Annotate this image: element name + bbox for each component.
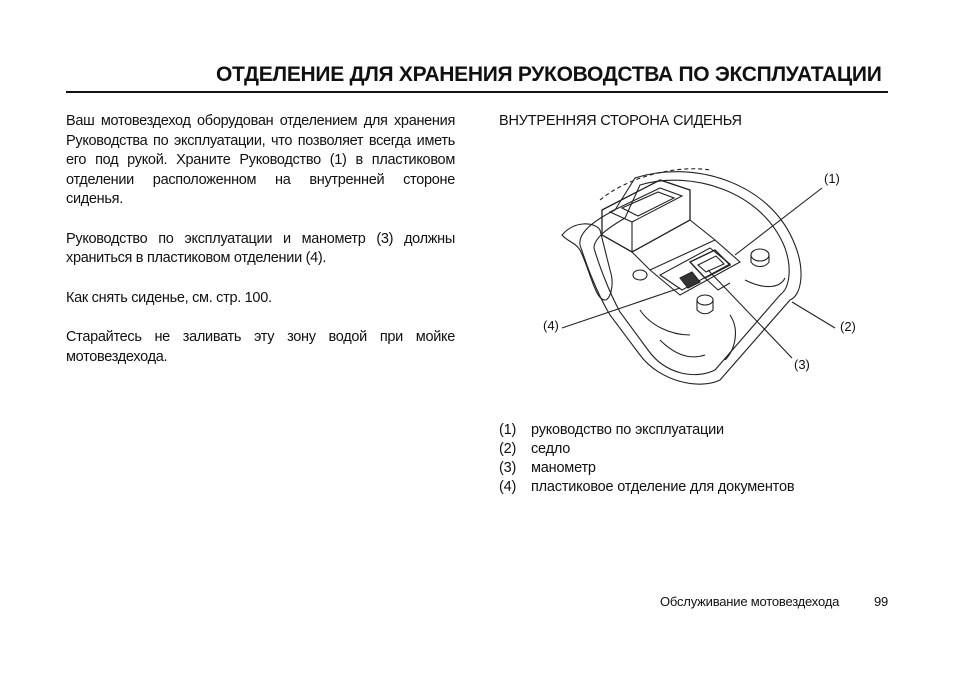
page-title: ОТДЕЛЕНИЕ ДЛЯ ХРАНЕНИЯ РУКОВОДСТВА ПО ЭКСПЛУАТАЦИИ — [216, 63, 882, 86]
legend-text: манометр — [531, 460, 596, 476]
figure-caption: ВНУТРЕННЯЯ СТОРОНА СИДЕНЬЯ — [499, 113, 742, 129]
body-text — [66, 112, 455, 387]
callout-4: (4) — [543, 318, 559, 333]
legend-number: (2) — [499, 441, 517, 457]
paragraph: Ваш мотовездеход оборудован отделением для хранения Руководства по эксплуатации, что позволяет всегда иметь его под рукой. Храните Руководство (1) в пластиковом отделении расположенном на внутренней стороне сиденья. — [66, 113, 455, 207]
leader-line-2 — [792, 302, 835, 328]
leader-line-1 — [735, 188, 822, 255]
page-number: 99 — [873, 594, 888, 609]
legend-number: (4) — [499, 479, 517, 495]
callout-1: (1) — [824, 171, 840, 186]
title-rule — [66, 91, 888, 93]
legend-item — [499, 440, 794, 459]
legend-number: (1) — [499, 422, 517, 438]
callout-3: (3) — [794, 357, 810, 372]
figure-legend — [499, 421, 794, 497]
callout-2: (2) — [840, 319, 856, 334]
legend-text: пластиковое отделение для документов — [531, 479, 795, 495]
paragraph: Как снять сиденье, см. стр. 100. — [66, 289, 272, 306]
legend-item — [499, 459, 794, 478]
legend-number: (3) — [499, 460, 517, 476]
legend-text: руководство по эксплуатации — [531, 422, 724, 438]
document-compartment — [602, 180, 690, 252]
seat-underside-illustration — [540, 150, 870, 390]
legend-item — [499, 478, 794, 497]
legend-item — [499, 421, 794, 440]
footer-section: Обслуживание мотовездехода — [660, 594, 840, 609]
paragraph: Руководство по эксплуатации и манометр (3) должны храниться в пластиковом отделении (4). — [66, 230, 455, 266]
leader-line-3 — [708, 270, 792, 358]
legend-text: седло — [531, 441, 571, 457]
page-footer — [660, 594, 888, 609]
paragraph: Старайтесь не заливать эту зону водой при мойке мотовездехода. — [66, 329, 455, 365]
leader-line-4 — [562, 288, 680, 328]
